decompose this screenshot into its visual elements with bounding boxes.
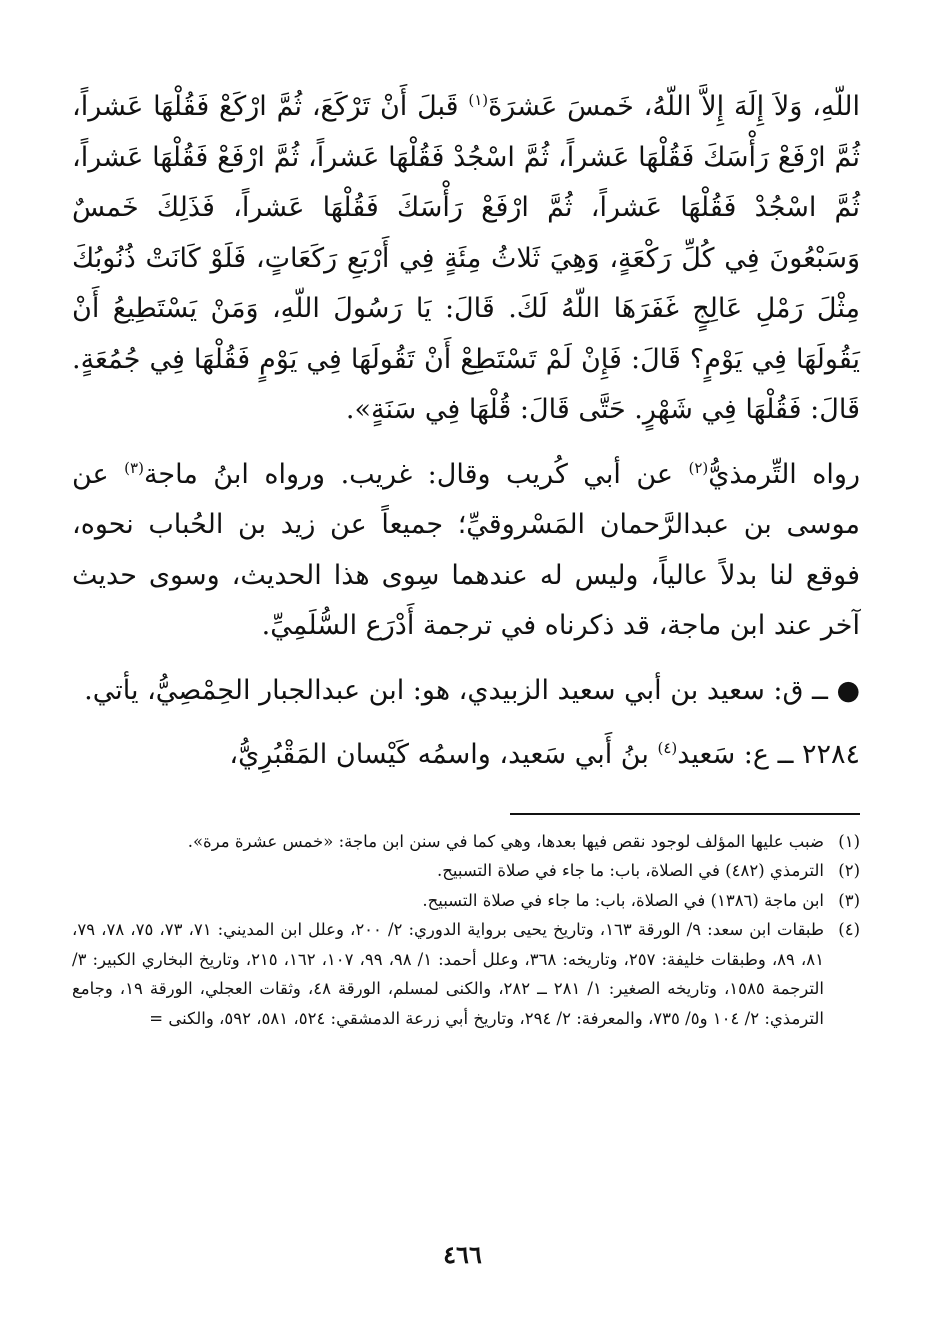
- paragraph-text: ● ــ ق: سعيد بن أبي سعيد الزبيدي، هو: ابن عبدالجبار الحِمْصِيُّ، يأتي.: [84, 674, 860, 706]
- footnote-divider: [510, 813, 860, 815]
- paragraph-cross-reference: [72, 666, 860, 717]
- footnote-item: [72, 915, 860, 1033]
- footnotes: [72, 827, 860, 1034]
- paragraph-entry-heading: [72, 730, 860, 781]
- footnote-text: ضبب عليها المؤلف لوجود نقص فيها بعدها، وهي كما في سنن ابن ماجة: «خمس عشرة مرة».: [187, 831, 824, 851]
- book-page: [72, 82, 860, 1332]
- footnote-ref-4[interactable]: (٤): [657, 739, 678, 757]
- paragraph-hadith: [72, 82, 860, 436]
- footnote-ref-2[interactable]: (٢): [688, 458, 709, 477]
- footnote-ref-1[interactable]: (١): [468, 91, 489, 109]
- footnote-number: (٢): [838, 861, 860, 880]
- footnote-text: ابن ماجة (١٣٨٦) في الصلاة، باب: ما جاء في صلاة التسبيح.: [422, 890, 824, 910]
- footnote-item: [72, 856, 860, 886]
- paragraph-text: عن أبي كُريب وقال: غريب. ورواه ابنُ ماجة: [143, 458, 689, 490]
- paragraph-takhrij: [72, 450, 860, 652]
- footnote-text: الترمذي (٤٨٢) في الصلاة، باب: ما جاء في صلاة التسبيح.: [436, 861, 824, 880]
- paragraph-text: رواه التِّرمذيُّ: [708, 458, 860, 490]
- main-text: [72, 82, 860, 781]
- footnote-number: (١): [838, 831, 860, 851]
- entry-heading-text: بنُ أَبي سَعيد، واسمُه كَيْسان المَقْبُرِيُّ،: [229, 739, 658, 770]
- paragraph-text: اللّهِ، وَلاَ إِلَهَ إِلاَّ اللّهُ، خَمسَ عَشرَةَ: [488, 91, 860, 122]
- footnote-ref-3[interactable]: (٣): [124, 458, 144, 477]
- paragraph-text: عن موسى بن عبدالرَّحمان المَسْروقيِّ؛ جميعاً عن زيد بن الحُباب نحوه، فوقع لنا بدلاً عالياً، وليس له عندهما سِوى هذا الحديث، وسوى حديث آخر عند ابن ماجة، قد ذكرناه في ترجمة أَدْرَع السُّلَمِيِّ.: [72, 458, 860, 641]
- paragraph-text: قَبلَ أَنْ تَرْكَعَ، ثُمَّ ارْكَعْ فَقُلْهَا عَشراً، ثُمَّ ارْفَعْ رَأْسَكَ فَقُلْهَا عَشراً، ثُمَّ اسْجُدْ فَقُلْهَا عَشراً، ثُمَّ ارْفَعْ فَقُلْهَا عَشراً، ثُمَّ اسْجُدْ فَقُلْهَا عَشراً، ثُمَّ ارْفَعْ رَأْسَكَ فَقُلْهَا عَشراً، فَذَلِكَ خَمسٌ وَسَبْعُونَ فِي كُلِّ رَكْعَةٍ، وَهِيَ ثَلاثُ مِئَةٍ فِي أَرْبَعِ رَكَعَاتٍ، فَلَوْ كَانَتْ ذُنُوبُكَ مِثْلَ رَمْلِ عَالِجٍ غَفَرَهَا اللّهُ لَكَ. قَالَ: يَا رَسُولَ اللّهِ، وَمَنْ يَسْتَطِيعُ أَنْ يَقُولَهَا فِي يَوْمٍ؟ قَالَ: فَإِنْ لَمْ تَسْتَطِعْ أَنْ تَقُولَهَا فِي يَوْمٍ فَقُلْهَا فِي جُمُعَةٍ. قَالَ: فَقُلْهَا فِي شَهْرٍ. حَتَّى قَالَ: قُلْهَا فِي سَنَةٍ».: [72, 91, 860, 425]
- footnote-number: (٤): [838, 920, 860, 939]
- footnote-item: [72, 827, 860, 857]
- entry-heading-text: ٢٢٨٤ ــ ع: سَعيد: [677, 739, 860, 770]
- footnote-text: طبقات ابن سعد: ٩/ الورقة ١٦٣، وتاريخ يحيى برواية الدوري: ٢/ ٢٠٠، وعلل ابن المديني: ٧١، ٧٣، ٧٥، ٧٨، ٧٩، ٨١، ٨٩، وطبقات خليفة: ٢٥٧، وتاريخه: ٣٦٨، وعلل أحمد: ١/ ٩٨، ٩٩، ١٠٧، ١٦٢، ٢١٥، وتاريخ البخاري الكبير: ٣/ الترجمة ١٥٨٥، وتاريخه الصغير: ١/ ٢٨١ ــ ٢٨٢، والكنى لمسلم، الورقة ٤٨، وثقات العجلي، الورقة ١٩، وجامع الترمذي: ٢/ ١٠٤ و٥/ ٧٣٥، والمعرفة: ٢/ ٢٩٤، وتاريخ أبي زرعة الدمشقي: ٥٢٤، ٥٨١، ٥٩٢، والكنى =: [72, 920, 825, 1028]
- footnote-item: [72, 886, 860, 916]
- footnote-number: (٣): [838, 890, 860, 910]
- page-number: ٤٦٦: [443, 1240, 482, 1269]
